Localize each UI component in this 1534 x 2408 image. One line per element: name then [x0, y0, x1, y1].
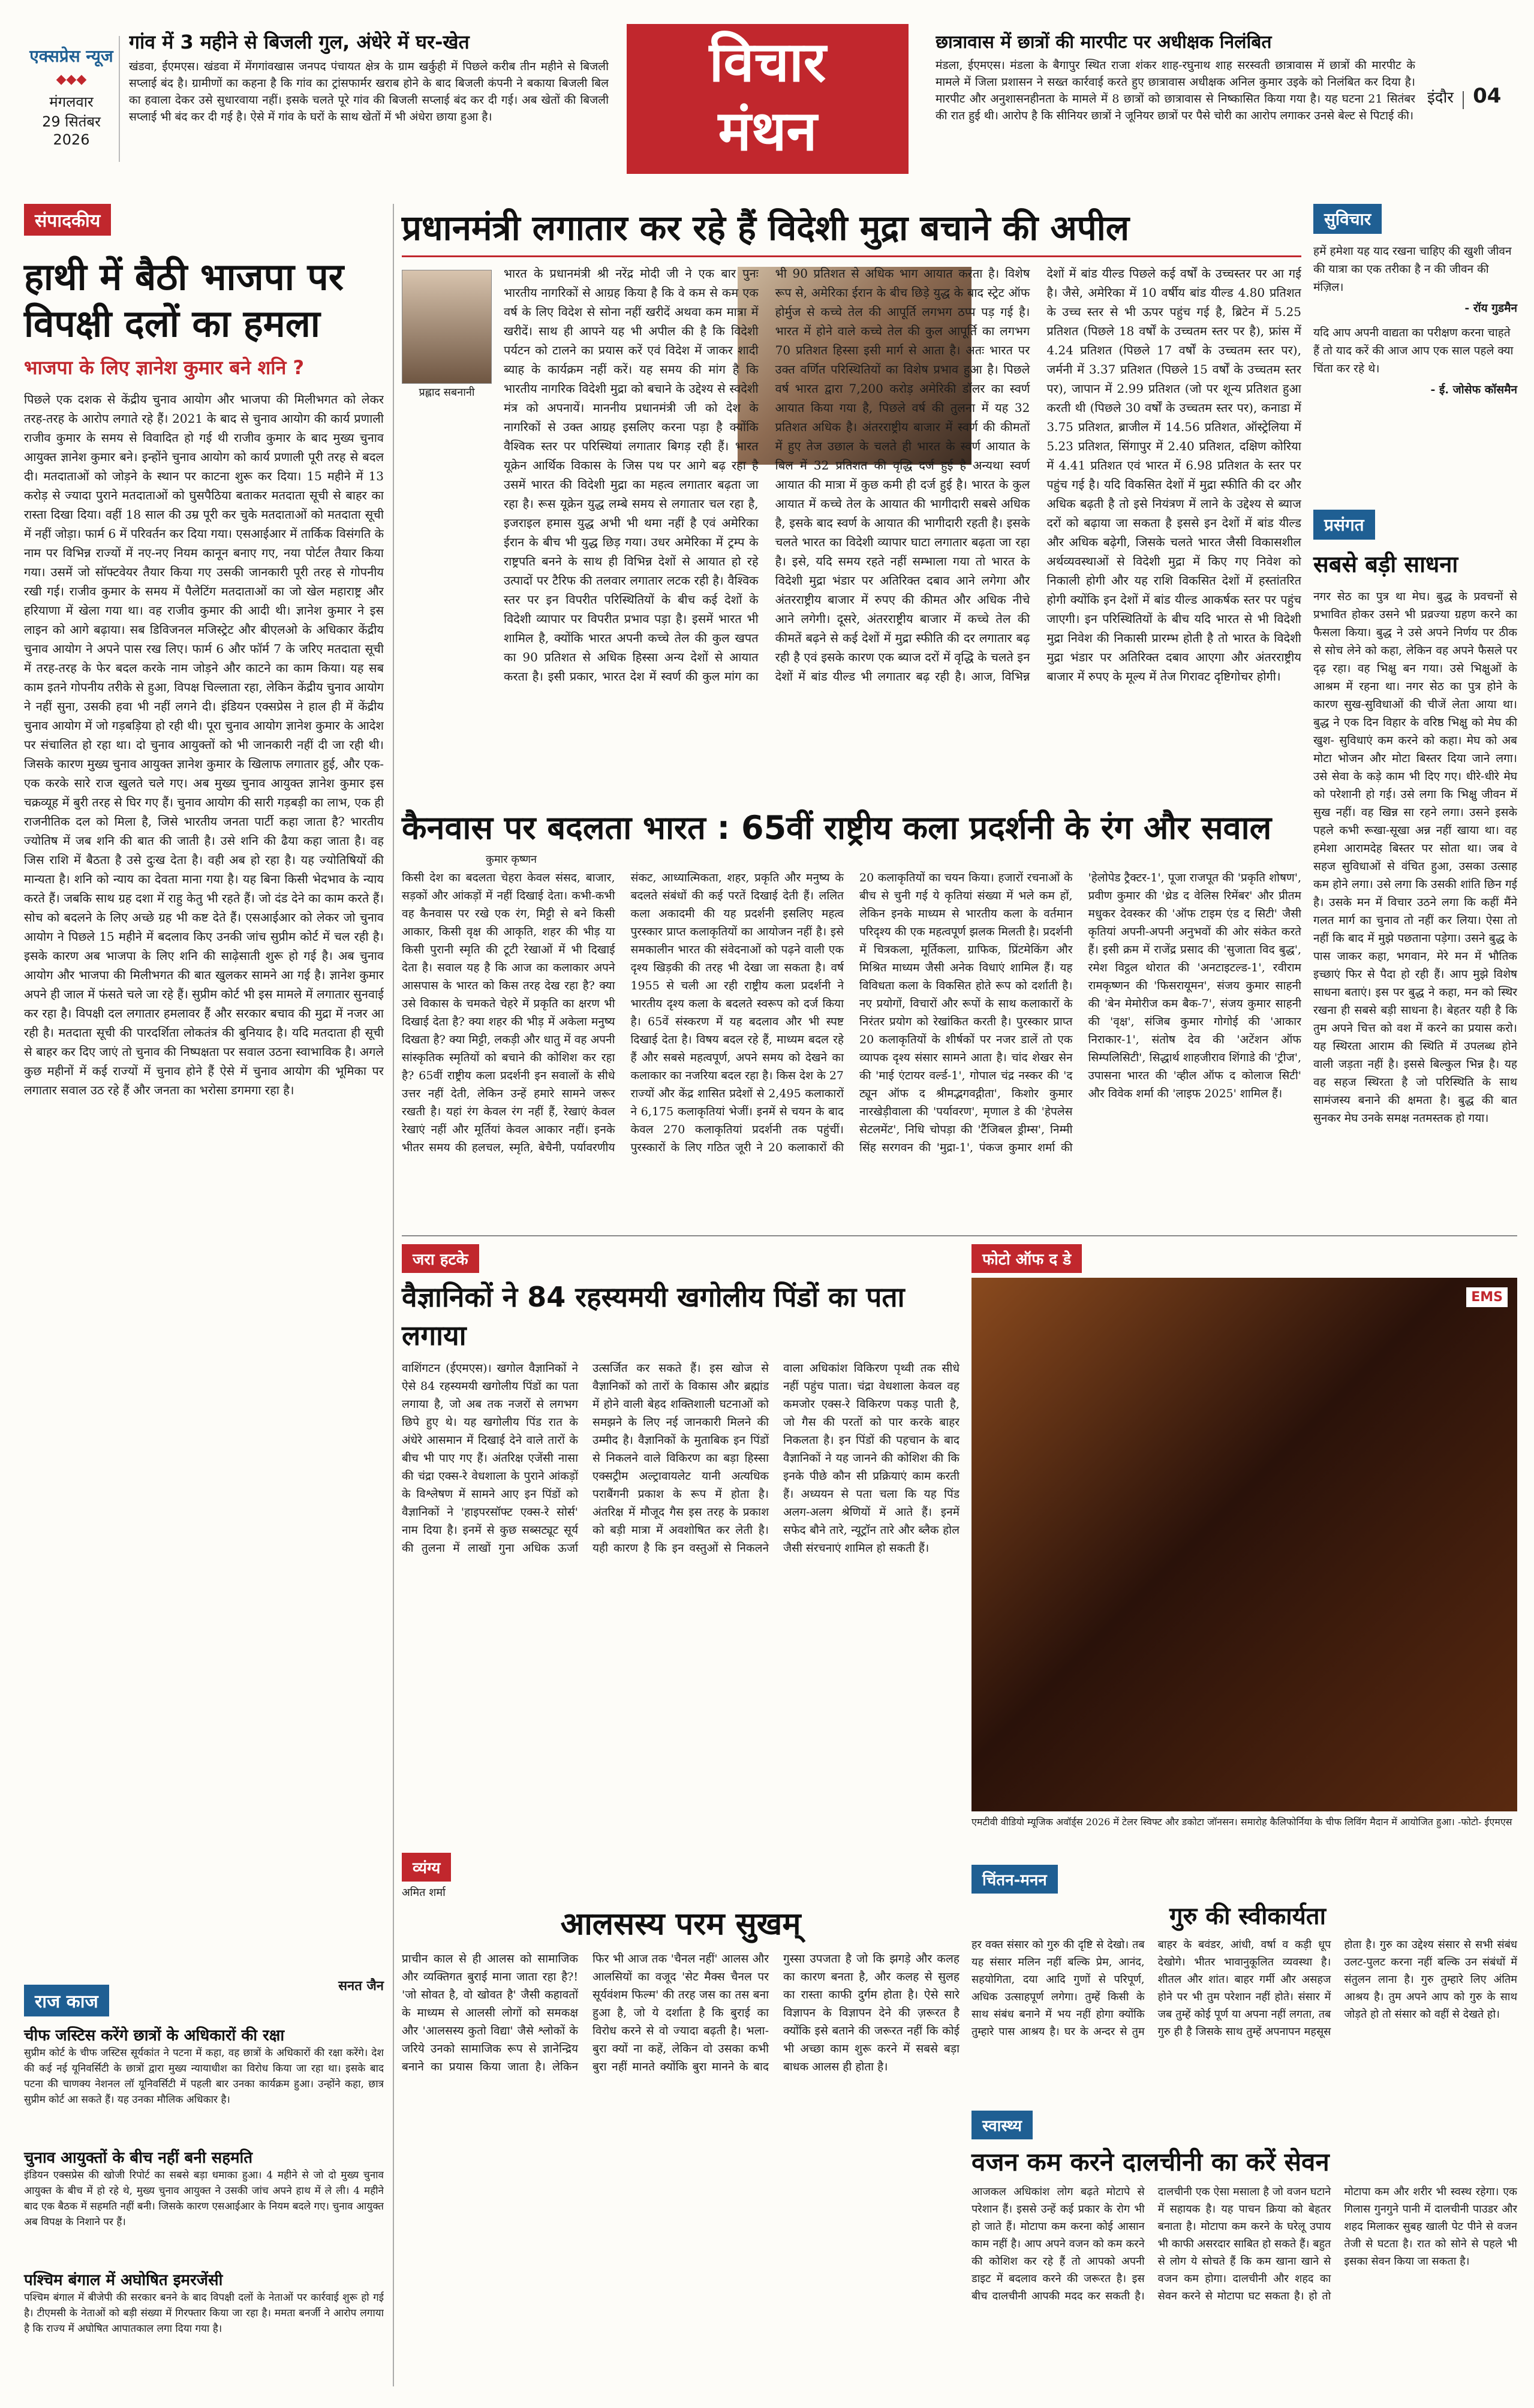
chintan — [971, 1865, 1517, 2105]
left-brief-title: गांव में 3 महीने से बिजली गुल, अंधेरे में घर-खेत — [129, 31, 470, 53]
art-author: कुमार कृष्णन — [486, 853, 537, 866]
prasangvash-body: नगर सेठ का पुत्र था मेघ। बुद्ध के प्रवचनों से प्रभावित होकर उसने भी प्रव्रज्या ग्रहण करने का फैसला किया। बुद्ध ने उसे अपने निर्णय पर ठीक से सोच लेने को कहा, लेकिन वह अपने फैसले पर दृढ़ रहा। वह भिक्षु बन गया। उसे भिक्षुओं के आश्रम में रहना था। नगर सेठ का पुत्र होने के कारण सुख-सुविधाओं की चीजें लेता आया था। बुद्ध ने एक दिन विहार के वरिष्ठ भिक्षु को मेघ की खुश- सुविधाएं कम करने को कहा। मेघ को अब मोटा भोजन और मोटा बिस्तर दिया जाने लगा। उसे सेवा के कड़े काम भी दिए गए। धीरे-धीरे मेघ को परेशानी हो गई। उसे लगा कि भिक्षु जीवन में सुख नहीं। वह खिन्न सा रहने लगा। उसने इसके पहले कभी रूखा-सूखा अन्न नहीं खाया था। वह हमेशा आरामदेह बिस्तर पर सोता था। जब वे सहज सुविधाओं से वंचित हुआ, उसका उत्साह कम होने लगा। उसे लगा कि उसकी शांति छिन गई है। उसके मन में विचार उठने लगा कि कहीं मैंने गलत मार्ग का चुनाव तो नहीं कर लिया। ऐसा तो नहीं कि बाद में मुझे पछताना पड़ेगा। उसने बुद्ध के पास जाकर कहा, भगवान, मेरे मन में भौतिक इच्छाएं फिर से पैदा हो रही हैं। आप मुझे विशेष साधना बताएं। इस पर बुद्ध ने कहा, मन को स्थिर रखना ही सबसे बड़ी साधना है। बेहतर यही है कि तुम अपने चित्त को वश में करने का प्रयास करो। यह स्थिरता आराम की स्थिति में उपलब्ध होने वाली जड़ता नहीं है। इससे बिल्कुल भिन्न है। यह वह सहज स्थिरता है जो परिस्थिति के साथ सामंजस्य बनाने की क्षमता है। बुद्ध की बात सुनकर मेघ उनके समक्ष नतमस्तक हो गया। — [1313, 590, 1517, 1125]
left-brief — [129, 29, 609, 161]
section-title-box — [627, 24, 909, 174]
left-brief-text: खंडवा, ईएमएस। खंडवा में मेंगगांवखास जनपद पंचायत क्षेत्र के ग्राम खर्कुही में पिछले करीब तीन महीने से बिजली सप्लाई बंद है। ग्रामीणों का कहना है कि गांव का ट्रांसफार्मर खराब होने के बाद बिजली कंपनी ने बकाया बिजली बिल का हवाला देकर उसे सुधारवाया नहीं। इसके चलते पूरे गांव की बिजली सप्लाई बंद कर दी गई। अब खेतों की बिजली सप्लाई भी बंद कर दी गई है। ऐसे में गांव के घरों के साथ खेतों में भी अंधेरा छाया हुआ है। — [129, 60, 609, 124]
editorial-label: संपादकीय — [24, 204, 111, 236]
art-headline: कैनवास पर बदलता भारत : 65वीं राष्ट्रीय कला प्रदर्शनी के रंग और सवाल — [402, 809, 1272, 847]
prasangvash — [1313, 510, 1517, 1229]
satire-headline: आलसस्य परम सुखम् — [560, 1906, 801, 1942]
suvichar-label: सुविचार — [1313, 204, 1382, 234]
raj-item-2-text: इंडियन एक्सप्रेस की खोजी रिपोर्ट का सबसे बड़ा धमाका हुआ। 4 महीने से जो दो मुख्य चुनाव आयुक्त के बीच में हो रहे थे, मुख्य चुनाव आयुक्त ने उसकी जांच अपने हाथ में ले ली। 4 महीने बाद एक बैठक में सहमति नहीं बनी। जिसके कारण एसआईआर के नियम बदले गए। चुनाव आयुक्त अब विपक्ष के निशाने पर हैं। — [24, 2169, 384, 2228]
raj-item-1-text: सुप्रीम कोर्ट के चीफ जस्टिस सूर्यकांत ने पटना में कहा, वह छात्रों के अधिकारों की रक्षा करेंगे। देश की कई नई यूनिवर्सिटी के छात्रों द्वारा मुख्य न्यायाधीश का विरोध किया जा रहा था। इसके बाद पटना की चाणक्य नेशनल लॉ यूनिवर्सिटी में पहली बार उनका कार्यक्रम हुआ। उन्होंने कहा, छात्र सुप्रीम कोर्ट आ सकते हैं। यह उनका मौलिक अधिकार है। — [24, 2047, 384, 2106]
quote-2: यदि आप अपनी वाद्यता का परीक्षण करना चाहते हैं तो याद करें की आज आप एक साल पहले क्या चिंता कर रहे थे। — [1313, 326, 1514, 375]
satire-body: प्राचीन काल से ही आलस को सामाजिक और व्यक्तिगत बुराई माना जाता रहा है?! 'जो सोवत है, वो खोवत है' जैसी कहावतों के माध्यम से आलसी लोगों को समकक्ष और 'आलसस्य कुतो विद्या' जैसे श्लोकों के जरिये उनको सामाजिक रूप से ज्ञानेन्द्रिय बनाने का प्रयास किया जाता है। लेकिन फिर भी आज तक 'चैनल नहीं' आलस और आलसियों का वजूद 'सेट मैक्स चैनल पर सूर्यवंशम फिल्म' की तरह जस का तस बना हुआ है, जो ये दर्शाता है कि बुराई का विरोध करने से वो ज्यादा बढ़ती है। भला-बुरा क्यों ना कहें, लेकिन वो उसका कभी बुरा नहीं मानते क्योंकि बुरा मानने के बाद गुस्सा उपजता है जो कि झगड़े और कलह का कारण बनता है, और कलह से सुलह का रास्ता काफी दुर्गम होता है। ऐसे सारे विज्ञापन के विज्ञापन देने की ज़रूरत है क्योंकि इसे बताने की जरूरत नहीं कि कोई भी अच्छा काम शुरू करने में सबसे बड़ा बाधक आलस ही होता है। — [402, 1952, 959, 2073]
right-brief — [936, 29, 1415, 161]
right-brief-title: छात्रावास में छात्रों की मारपीट पर अधीक्षक निलंबित — [936, 32, 1272, 53]
section-title-1: विचार — [709, 30, 826, 94]
health-body: आजकल अधिकांश लोग बढ़ते मोटापे से परेशान हैं। इससे उन्हें कई प्रकार के रोग भी हो जाते हैं। मोटापा कम करना कोई आसान काम नहीं है। आप अपने वजन को कम करने की कोशिश कर रहे हैं तो आपको अपनी डाइट में बदलाव करने की जरूरत है। इस बीच दालचीनी आपकी मदद कर सकती है। दालचीनी एक ऐसा मसाला है जो वजन घटाने में सहायक है। यह पाचन क्रिया को बेहतर बनाता है। मोटापा कम करने के घरेलू उपाय भी काफी असरदार साबित हो सकते हैं। बहुत से लोग ये सोचते हैं कि कम खाना खाने से वजन कम होगा। दालचीनी और शहद का सेवन करने से मोटापा घट सकता है। हो तो मोटापा कम और शरीर भी स्वस्थ रहेगा। एक गिलास गुनगुने पानी में दालचीनी पाउडर और शहद मिलाकर सुबह खाली पेट पीने से वजन तेजी से घटता है। रात को सोने से पहले भी इसका सेवन किया जा सकता है। — [971, 2186, 1517, 2302]
photo-caption: एमटीवी वीडियो म्यूजिक अवॉर्ड्स 2026 में टेलर स्विफ्ट और डकोटा जॉनसन। समारोह कैलिफोर्निया के चीफ लिविंग मैदान में आयोजित हुआ। — [971, 1816, 1455, 1828]
prasangvash-label: प्रसंगत — [1313, 510, 1375, 540]
chintan-body: हर वक्त संसार को गुरु की दृष्टि से देखो। तब यह संसार मलिन नहीं बल्कि प्रेम, आनंद, सहयोगिता, दया आदि गुणों से परिपूर्ण, अधिक उत्साहपूर्ण लगेगा। तुम्हें किसी के साथ संबंध बनाने में भय नहीं होगा क्योंकि तुम्हारे पास आश्रय है। घर के अन्दर से तुम बाहर के बवंडर, आंधी, वर्षा व कड़ी धूप देखोगे। भीतर भावानुकूलित व्यवस्था है। शीतल और शांत। बाहर गर्मी और असहज होने पर भी तुम परेशान नहीं होते। संसार में जब तुम्हें कोई पूर्ण या अपना नहीं लगता, तब गुरु ही है जिसके साथ तुम्हें अपनापन महसूस होता है। गुरु का उद्देश्य संसार से सभी संबंध उलट-पुलट करना नहीं बल्कि उन संबंधों में संतुलन लाना है। गुरु तुम्हारे लिए अंतिम आश्रय है। तुम अपने आप को गुरु के साथ जोड़ते हो तो संसार को वहीं से देखते हो। — [971, 1939, 1517, 2038]
science-story — [402, 1244, 959, 1844]
page-info — [1427, 84, 1517, 120]
editorial-body: पिछले एक दशक से केंद्रीय चुनाव आयोग और भाजपा की मिलीभगत को लेकर तरह-तरह के आरोप लगाते रहे हैं। 2021 के बाद से चुनाव आयोग की कार्य प्रणाली राजीव कुमार के समय से विवादित हो गई थी राजीव कुमार के बाद मुख्य चुनाव आयुक्त ज्ञानेश कुमार बने। इन्होंने चुनाव आयोग को कार्य प्रणाली पूरी तरह से बदल दी। मतदाताओं को जोड़ने के स्थान पर काटना शुरू कर दिया। 15 महीने में 13 करोड़ से ज्यादा पुराने मतदाताओं को घुसपैठिया बताकर मतदाता सूची से बाहर का रास्ता दिखा दिया। वहीं 18 साल की उम्र पूरी कर चुके मतदाताओं को मतदाता सूची में नहीं जोड़ा। फार्म 6 में परिवर्तन कर दिया गया। एसआईआर में तार्किक विसंगति के नाम पर विभिन्न राज्यों में नए-नए नियम कानून बनाए गए, नया पोर्टल तैयार किया गया। उसमें जो सॉफ्टवेयर तैयार किया गए उसकी जानकारी पूरी तरह से गोपनीय रखी गई। राजीव कुमार के समय में पैलेटिंग मतदाताओं का जो खेल महाराष्ट्र और हरियाणा में खेला गया था। वह राजीव कुमार की आदी थी। ज्ञानेश कुमार ने इस लाइन को आगे बढ़ाया। सब डिविजनल मजिस्ट्रेट और बीएलओ के अधिकार केंद्रीय चुनाव आयोग ने अपने पास रख लिए। फार्म 6 और फॉर्म 7 के जरिए मतदाता सूची में तरह-तरह के फेर बदल करके नाम जोड़ने और काटने का काम किया। यह सब काम इतने गोपनीय तरीके से हुआ, विपक्ष चिल्लाता रहा, लेकिन केंद्रीय चुनाव आयोग ने नहीं सुना, उसकी हवा भी नहीं लगने दी। इंडियन एक्सप्रेस ने हाल ही में केंद्रीय चुनाव आयोग में जो गड़बड़िया हो रही थी। पूरा चुनाव आयोग ज्ञानेश कुमार के आदेश पर संचालित हो रहा था। दो चुनाव आयुक्तों को भी जानकारी नहीं दी जा रही थी। जिसके कारण मुख्य चुनाव आयुक्त ज्ञानेश कुमार के खिलाफ लगातार हुई, और एक-एक करके सारे राज खुलते चले गए। अब मुख्य चुनाव आयुक्त ज्ञानेश कुमार इस चक्रव्यूह में बुरी तरह से घिर गए हैं। चुनाव आयोग की सारी गड़बड़ी का लाभ, एक ही राजनीतिक दल को मिला है, जिसे भारतीय जनता पार्टी कहा जाता है? भारतीय ज्योतिष में जब शनि की बात की जाती है। उसे शनि की ढैया कहा जाता है। वह जिस राशि में बैठता है उसे दुःख देता है। वही अब हो रहा है। यह ज्योतिषियों की मान्यता है। शनि को न्याय का देवता माना गया है। यह बिना किसी भेदभाव के न्याय करते हैं। जबकि साथ ग्रह दशा में राहु केतु भी रहते हैं। जो दंड देने का काम करते हैं। सोच को बदलने के लिए अच्छे ग्रह भी कष्ट देते हैं। एसआईआर को लेकर जो चुनाव आयोग ने पिछले 15 महीने में बदलाव किए उनकी जांच सुप्रीम कोर्ट में चल रही है। इसके कारण अब भाजपा के लिए शनि की साढ़ेसाती शुरू हो गई है। अब चुनाव आयोग और भाजपा की मिलीभगत की बात खुलकर सामने आ गई है। ज्ञानेश कुमार अपने ही जाल में फंसते चले जा रहे हैं। सुप्रीम कोर्ट भी इस मामले में लगातार सुनवाई कर रहा है। विपक्षी दल लगातार हमलावर हैं और सरकार बचाव की मुद्रा में नजर आ रही है। मतदाता सूची की पारदर्शिता लोकतंत्र की बुनियाद है। यदि मतदाता ही सूची से बाहर कर दिए जाएं तो चुनाव की निष्पक्षता पर सवाल उठना स्वाभाविक है। अगले कुछ महीनों में कई राज्यों में चुनाव होने हैं ऐसे में चुनाव आयोग की भूमिका पर लगातार सवाल उठ रहे हैं और जनता का भरोसा डगमगा रहा है। — [24, 392, 384, 1097]
chintan-headline: गुरु की स्वीकार्यता — [1169, 1903, 1326, 1930]
quote-2-author: - ई. जोसेफ कॉसमैन — [1430, 383, 1517, 396]
raj-item-3-title: पश्चिम बंगाल में अघोषित इमरजेंसी — [24, 2271, 223, 2289]
raj-item-3-text: पश्चिम बंगाल में बीजेपी की सरकार बनने के बाद विपक्षी दलों के नेताओं पर कार्रवाई शुरू हो गई है। टीएमसी के नेताओं को बड़ी संख्या में गिरफ्तार किया जा रहा है। ममता बनर्जी ने आरोप लगाया है कि राज्य में अघोषित आपातकाल लगा दिया गया है। — [24, 2292, 384, 2335]
raj-item-1-title: चीफ जस्टिस करेंगे छात्रों के अधिकारों की रक्षा — [24, 2027, 285, 2045]
page-number: 04 — [1473, 84, 1502, 108]
city: इंदौर — [1427, 89, 1454, 107]
science-headline: वैज्ञानिकों ने 84 रहस्यमयी खगोलीय पिंडों का पता लगाया — [402, 1281, 905, 1352]
paper-name-box — [24, 36, 120, 162]
health-label: स्वास्थ्य — [971, 2111, 1033, 2139]
paper-name: एक्सप्रेस न्यूज — [29, 46, 113, 66]
prasangvash-headline: सबसे बड़ी साधना — [1313, 551, 1458, 577]
ems-logo: EMS — [1466, 1287, 1508, 1307]
raj-kaaj — [24, 1985, 384, 2398]
column-divider — [393, 204, 394, 2386]
raj-item-2-title: चुनाव आयुक्तों के बीच नहीं बनी सहमति — [24, 2149, 253, 2167]
science-label: जरा हटके — [402, 1244, 479, 1273]
editorial-subhead: भाजपा के लिए ज्ञानेश कुमार बने शनि ? — [24, 356, 305, 379]
photo-of-the-day — [971, 1244, 1517, 1862]
art-story — [402, 806, 1301, 1226]
editorial — [24, 204, 384, 1994]
satire — [402, 1853, 959, 2392]
author-caption: प्रह्लाद सबनानी — [419, 386, 475, 399]
photo-credit: -फोटो- ईएमएस — [1457, 1816, 1512, 1828]
lead-headline: प्रधानमंत्री लगातार कर रहे हैं विदेशी मुद्रा बचाने की अपील — [402, 204, 1301, 257]
quote-1: हमें हमेशा यह याद रखना चाहिए की खुशी जीवन की यात्रा का एक तरीका है न की जीवन की मंज़िल। — [1313, 245, 1512, 294]
date: 29 सितंबर 2026 — [42, 113, 101, 148]
day: मंगलवार — [49, 94, 94, 110]
editorial-author: सनत जैन — [338, 1979, 384, 1994]
health-headline: वजन कम करने दालचीनी का करें सेवन — [971, 2147, 1330, 2177]
photo-image — [971, 1278, 1517, 1811]
section-title-2: मंथन — [718, 99, 817, 163]
satire-label: व्यंग्य — [402, 1853, 451, 1882]
quote-1-author: - रॉय गुडमैन — [1464, 302, 1517, 315]
editorial-headline: हाथी में बैठी भाजपा पर विपक्षी दलों का हमला — [24, 255, 344, 345]
author-photo — [402, 270, 492, 384]
raj-kaaj-label: राज काज — [24, 1985, 109, 2016]
suvichar — [1313, 204, 1517, 504]
satire-author: अमित शर्मा — [402, 1886, 446, 1899]
lead-body: भारत के प्रधानमंत्री श्री नरेंद्र मोदी जी ने एक बार पुनः भारतीय नागरिकों से आग्रह किया है कि वे कम से कम एक वर्ष के लिए विदेश से सोना नहीं खरीदें अथवा कम मात्रा में खरीदें। साथ ही आपने यह भी अपील की है कि विदेशी पर्यटन को टालने का प्रयास करें एवं विदेश में जाकर शादी ब्याह के कार्यक्रम नहीं करें। यह समय की मांग है कि भारतीय नागरिक विदेशी मुद्रा को बचाने के उद्देश्य से स्वदेशी मंत्र को अपनायें। माननीय प्रधानमंत्री जी को देश के नागरिकों से उक्त आग्रह इसलिए करना पड़ा है क्योंकि वैश्विक स्तर पर परिस्थियां लगातार बिगड़ रही हैं। भारत यूक्रेन आर्थिक विकास के जिस पथ पर आगे बढ़ रहा है उसमें भारत की विदेशी मुद्रा का महत्व लगातार बढ़ता जा रहा है। रूस यूक्रेन युद्ध लम्बे समय से लगातार चल रहा है, इजराइल हमास युद्ध अभी भी थमा नहीं है एवं अमेरिका ईरान के बीच भी युद्ध छिड़ गया। उधर अमेरिका में ट्रम्प के राष्ट्रपति बनने के साथ ही विभिन्न देशों से आयात हो रहे उत्पादों पर टैरिफ की तलवार लगातार लटक रही है। वैश्विक स्तर पर इन विपरीत परिस्थितियों के बीच कई देशों के विदेशी व्यापार पर विपरीत प्रभाव पड़ा है। इसमें भारत भी शामिल है, क्योंकि भारत अपनी कच्चे तेल की कुल खपत का 90 प्रतिशत से अधिक हिस्सा अन्य देशों से आयात करता है। इसी प्रकार, भारत देश में स्वर्ण की कुल मांग का भी 90 प्रतिशत से अधिक भाग आयात करता है। विशेष रूप से, अमेरिका ईरान के बीच छिड़े युद्ध के बाद स्ट्रेट ऑफ होर्मुज से कच्चे तेल की आपूर्ति लगभग ठप्प पड़ गई है। भारत में होने वाले कच्चे तेल की कुल आपूर्ति का लगभग 70 प्रतिशत हिस्सा इसी मार्ग से आता है। अतः भारत पर उक्त वर्णित परिस्थितियों का विशेष प्रभाव हुआ है। पिछले वर्ष भारत द्वारा 7,200 करोड़ अमेरिकी डॉलर का स्वर्ण आयात किया गया है, पिछले वर्ष की तुलना में यह 32 प्रतिशत अधिक है। अंतरराष्ट्रीय बाजार में स्वर्ण की कीमतों में हुए तेज उछाल के चलते ही भारत के स्वर्ण आयात के बिल में 32 प्रतिशत की वृद्धि दर्ज हुई है अन्यथा स्वर्ण आयात की मात्रा में कुछ कमी ही दर्ज हुई है। भारत के कुल आयात में कच्चे तेल के आयात की भागीदारी सबसे अधिक है, इसके बाद स्वर्ण के आयात की भागीदारी रहती है। इसके चलते भारत का विदेशी व्यापार घाटा लगातार बढ़ता जा रहा है। इसे, यदि समय रहते नहीं सम्भाला गया तो भारत के विदेशी मुद्रा भंडार पर अतिरिक्त दबाव आने लगेगा और अंतरराष्ट्रीय बाजार में रुपए की कीमत और अधिक नीचे आने लगेगी। दूसरे, अंतरराष्ट्रीय बाजार में कच्चे तेल की कीमतें बढ़ने से कई देशों में मुद्रा स्फीति की दर लगातार बढ़ रही है एवं इसके कारण एक ब्याज दरों में वृद्धि के चलते इन देशों में बांड यील्ड भी लगातार बढ़ रही है। आज, विभिन्न देशों में बांड यील्ड पिछले कई वर्षों के उच्चस्तर पर आ गई है। जैसे, अमेरिका में 10 वर्षीय बांड यील्ड 4.80 प्रतिशत के उच्च स्तर से भी ऊपर पहुंच गई है, ब्रिटेन में 5.25 प्रतिशत (पिछले 18 वर्षों के उच्चतम स्तर पर है), फ्रांस में 4.24 प्रतिशत (पिछले 17 वर्षों के उच्चतम स्तर पर), जर्मनी में 3.37 प्रतिशत (पिछले 15 वर्षों के उच्चतम स्तर पर), जापान में 2.99 प्रतिशत (जो पर शून्य प्रतिशत हुआ करती थी (पिछले 30 वर्षों के उच्चतम स्तर पर), कनाडा में 3.75 प्रतिशत, ब्राजील में 14.56 प्रतिशत, ऑस्ट्रेलिया में 5.23 प्रतिशत, सिंगापुर में 2.40 प्रतिशत, दक्षिण कोरिया में 4.41 प्रतिशत एवं भारत में 6.98 प्रतिशत के स्तर पर पहुंच गई है। यदि विकसित देशों में मुद्रा स्फीति की दर और अधिक बढ़ती है तो इसे नियंत्रण में लाने के उद्देश्य से ब्याज दरों को बढ़ाया जा सकता है इससे इन देशों में बांड यील्ड और अधिक बढ़ेगी, जिसके चलते भारत जैसी विकासशील अर्थव्यवस्थाओं से विदेशी मुद्रा में किए गए निवेश को निकाली होगी और यह राशि विकसित देशों में हस्तांतरित होगी क्योंकि इन देशों में बांड यील्ड आकर्षक स्तर पर पहुंच जाएगी। इन परिस्थितियों के बीच यदि भारत से भी विदेशी मुद्रा निवेश की निकासी प्रारम्भ होती है तो भारत के विदेशी मुद्रा भंडार पर अतिरिक्त दबाव आएगा और अंतरराष्ट्रीय बाजार में रुपए के मूल्य में तेज गिरावट दृष्टिगोचर होगी। — [504, 266, 1301, 684]
lead-story — [402, 204, 1301, 803]
photo-label: फोटो ऑफ द डे — [971, 1244, 1082, 1273]
section-divider — [402, 1235, 1517, 1236]
masthead — [0, 0, 1534, 198]
art-body: किसी देश का बदलता चेहरा केवल संसद, बाजार, सड़कों और आंकड़ों में नहीं दिखाई देता। कभी-कभी वह कैनवास पर रखे एक रंग, मिट्टी से बने किसी आकार, किसी वृक्ष की आकृति, शहर की भीड़ या किसी पुरानी स्मृति की टूटी रेखाओं में भी दिखाई देता है। सवाल यह है कि आज का कलाकार अपने आसपास के भारत को किस तरह देख रहा है? क्या उसे विकास के चमकते चेहरे में प्रकृति का क्षरण भी दिखाई देता है? क्या शहर की भीड़ में अकेला मनुष्य दिखता है? क्या मिट्टी, लकड़ी और धातु में वह अपनी सांस्कृतिक स्मृतियों को बचाने की कोशिश कर रहा है? 65वीं राष्ट्रीय कला प्रदर्शनी इन सवालों के सीधे उत्तर नहीं देती, लेकिन उन्हें हमारे सामने जरूर रखती है। यहां रंग केवल रंग नहीं हैं, रेखाएं केवल रेखाएं नहीं और मूर्तियां केवल आकार नहीं। इनके भीतर समय की हलचल, स्मृति, बेचैनी, पर्यावरणीय संकट, आध्यात्मिकता, शहर, प्रकृति और मनुष्य के बदलते संबंधों की कई परतें दिखाई देती हैं। ललित कला अकादमी की यह प्रदर्शनी इसलिए महत्व पुरस्कार प्राप्त कलाकृतियों का आयोजन नहीं है। इसे समकालीन भारत की संवेदनाओं को पढ़ने वाली एक दृश्य खिड़की की तरह भी देखा जा सकता है। वर्ष 1955 से चली आ रही राष्ट्रीय कला प्रदर्शनी ने भारतीय दृश्य कला के बदलते स्वरूप को दर्ज किया है। 65वें संस्करण में यह बदलाव और भी स्पष्ट दिखाई देता है। विषय बदल रहे हैं, माध्यम बदल रहे हैं और सबसे महत्वपूर्ण, अपने समय को देखने का कलाकार का नजरिया बदल रहा है। किस देश के 27 राज्यों और केंद्र शासित प्रदेशों से 2,495 कलाकारों ने 6,175 कलाकृतियां भेजीं। इनमें से चयन के बाद केवल 270 कलाकृतियां प्रदर्शनी तक पहुंचीं। पुरस्कारों के लिए गठित जूरी ने 20 कलाकारों की 20 कलाकृतियों का चयन किया। हजारों रचनाओं के बीच से चुनी गई ये कृतियां संख्या में भले कम हों, लेकिन इनके माध्यम से भारतीय कला के वर्तमान परिदृश्य की एक महत्वपूर्ण झलक मिलती है। प्रदर्शनी में चित्रकला, मूर्तिकला, ग्राफिक, प्रिंटमेकिंग और मिश्रित माध्यम जैसी अनेक विधाएं शामिल हैं। यह विविधता कला के विकसित होते रूप को दर्शाती है। नए प्रयोगों, विचारों और रूपों के साथ कलाकारों के निरंतर प्रयोग को रेखांकित करती है। पुरस्कार प्राप्त 20 कलाकृतियों के शीर्षकों पर नजर डालें तो एक व्यापक दृश्य संसार सामने आता है। चांद शेखर सेन की 'माई एंटायर वर्ल्ड-1', गोपाल चंद्र नस्कर की 'द ट्यून ऑफ द श्रीमद्भगवद्गीता', किशोर कुमार नारखेड़ीवाला की 'पर्यावरण', मृणाल डे की 'हेपलेस सेटलमेंट', निधि चोपड़ा की 'टैंजिबल ड्रीम्स', निम्मी सिंह सरगवन की 'मुद्रा-1', पंकज कुमार शर्मा की 'हेलोपेड ट्रैक्टर-1', पूजा राजपूत की 'प्रकृति शोषण', प्रवीण कुमार की 'थ्रेड द वेलिस रिमेंबर' और प्रीतम मधुकर देवस्कर की 'ऑफ टाइम एंड द सिटी' जैसी कृतियां अपनी-अपनी अनुभवों की ओर संकेत करते हैं। इसी क्रम में राजेंद्र प्रसाद की 'सुजाता विद बुद्ध', रमेश विट्ठल थोरात की 'अनटाइटल्ड-1', रवीराम रामकृष्णन की 'फिसरायूमन', संजय कुमार साहनी की 'बेन मेमोरीज कम बैक-7', संजय कुमार साहनी की 'वृक्ष', संजिब कुमार गोगोई की 'आकार निराकार-1', संतोष देव की 'अटेंशन ऑफ सिम्पलिसिटी', सिद्धार्थ शाहजीराव शिंगाडे की 'ट्रीज', उपासना भारत की 'व्हील ऑफ द कोलाज सिटी' और विवेक शर्मा की 'लाइफ 2025' शामिल हैं। — [402, 871, 1301, 1154]
science-body: वाशिंगटन (ईएमएस)। खगोल वैज्ञानिकों ने ऐसे 84 रहस्यमयी खगोलीय पिंडों का पता लगाया है, जो अब तक नजरों से लगभग छिपे हुए थे। यह खगोलीय पिंड रात के अंधेरे आसमान में दिखाई देने वाले तारों के बीच भी पाए गए हैं। अंतरिक्ष एजेंसी नासा की चंद्रा एक्स-रे वेधशाला के पुराने आंकड़ों के विश्लेषण में सामने आए इन पिंडों को वैज्ञानिकों ने 'हाइपरसॉफ्ट एक्स-रे सोर्स' नाम दिया है। इनमें से कुछ सब्सट्यूट सूर्य की तुलना में लाखों गुना अधिक ऊर्जा उत्सर्जित कर सकते हैं। इस खोज से वैज्ञानिकों को तारों के विकास और ब्रह्मांड में होने वाली बेहद शक्तिशाली घटनाओं को समझने के लिए नई जानकारी मिलने की उम्मीद है। वैज्ञानिकों के मुताबिक इन पिंडों से निकलने वाले विकिरण का बड़ा हिस्सा एक्सट्रीम अल्ट्रावायलेट यानी अत्यधिक पराबैंगनी प्रकाश के रूप में होता है। अंतरिक्ष में मौजूद गैस इस तरह के प्रकाश को बड़ी मात्रा में अवशोषित कर लेती है। यही कारण है कि इन वस्तुओं से निकलने वाला अधिकांश विकिरण पृथ्वी तक सीधे नहीं पहुंच पाता। चंद्रा वेधशाला केवल वह कमजोर एक्स-रे विकिरण पकड़ पाती है, जो गैस की परतों को पार करके बाहर निकलता है। इन पिंडों की पहचान के बाद वैज्ञानिकों ने यह जानने की कोशिश की कि इनके पीछे कौन सी प्रक्रियाएं काम करती हैं। अध्ययन से पता चला कि यह पिंड अलग-अलग श्रेणियों में आते हैं। इनमें सफेद बौने तारे, न्यूट्रॉन तारे और ब्लैक होल जैसी संरचनाएं शामिल हो सकती हैं। — [402, 1362, 959, 1555]
ornament-icon: ◆◆◆ — [56, 72, 87, 87]
right-brief-text: मंडला, ईएमएस। मंडला के बैगापुर स्थित राजा शंकर शाह-रघुनाथ शाह सरस्वती छात्रावास में छात्रों की मारपीट के मामले में जिला प्रशासन ने सख्त कार्रवाई करते हुए छात्रावास अधीक्षक अनिल कुमार उइके को निलंबित कर दिया है। मारपीट और अनुशासनहीनता के मामले में 8 छात्रों को छात्रावास से निष्कासित किया गया है। यह घटना 21 सितंबर की रात हुई थी। आरोप है कि सीनियर छात्रों ने जूनियर छात्रों पर पैसे चोरी का आरोप लगाकर उनसे बेल्ट से पिटाई की। — [936, 59, 1415, 122]
chintan-label: चिंतन-मनन — [971, 1865, 1058, 1894]
health — [971, 2111, 1517, 2398]
